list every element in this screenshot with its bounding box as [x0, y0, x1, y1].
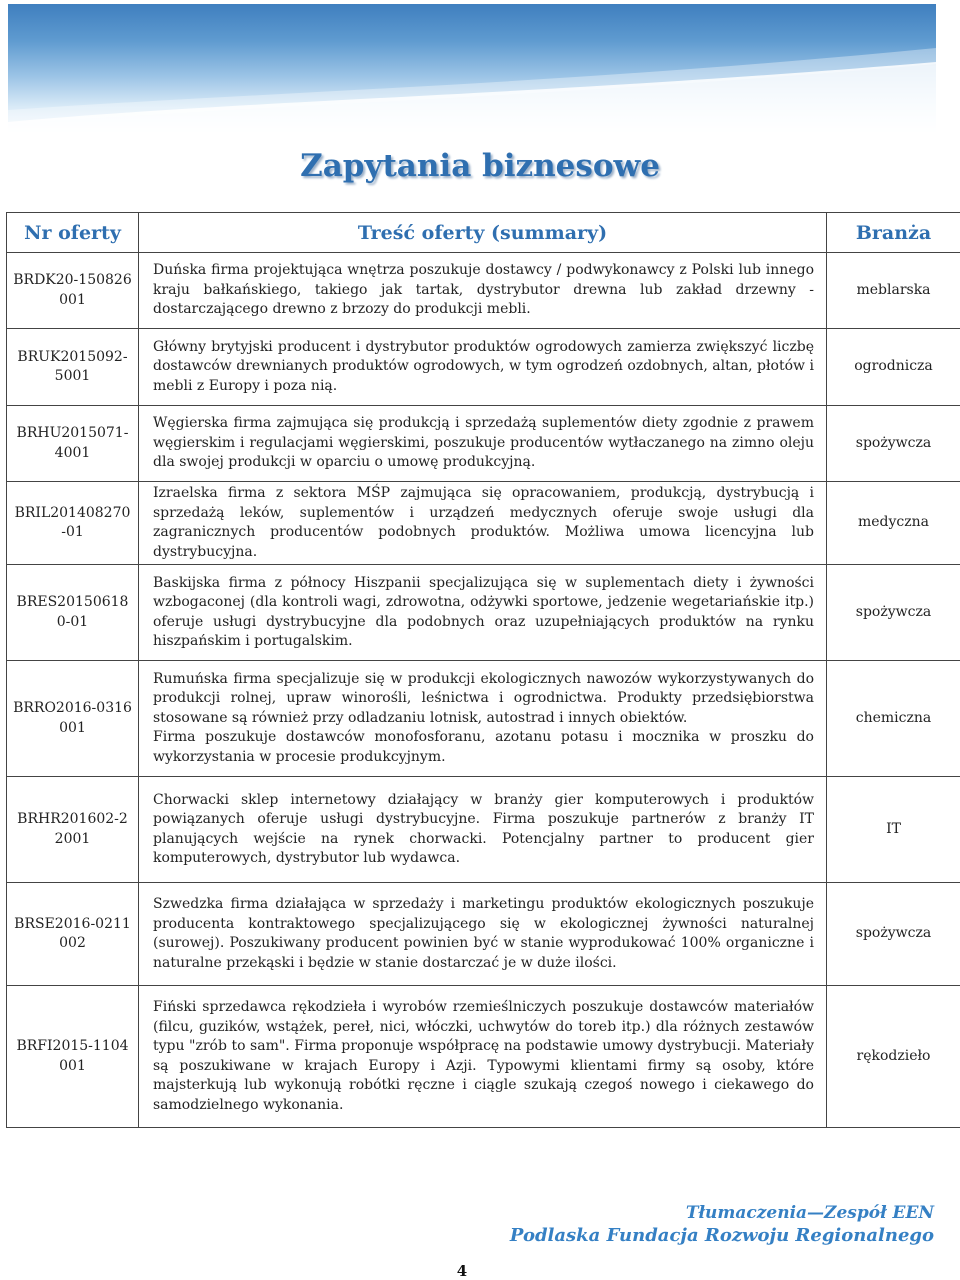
offer-description: Chorwacki sklep internetowy działający w branży gier komputerowych i produktów powiązanych oferuje usługi dystrybucyjne. Firma poszukuje partnerów z branży IT planujących wejście na rynek chorwacki. Potencjalny partner to producent gier komputerowych, dystrybutor lub wydawca.	[139, 777, 827, 883]
offer-description: Baskijska firma z północy Hiszpanii specjalizująca się w suplementach diety i żywności wzbogaconej (dla kontroli wagi, zdrowotna, odżywki sportowe, jedzenie wegetariańskie itp.) oferuje usługi dystrybucyjne dla podobnych oraz uzupełniających produktów na rynku hiszpańskim i portugalskim.	[139, 565, 827, 661]
offer-description: Fiński sprzedawca rękodzieła i wyrobów rzemieślniczych poszukuje dostawców materiałów (filcu, guzików, wstążek, pereł, nici, włóczki, uchwytów do toreb itp.) dla różnych zestawów typu "zrób to sam". Firma proponuje współpracę na podstawie umowy dystrybucji. Materiały są poszukiwane w krajach Europy i Azji. Typowymi klientami firmy są osoby, które majsterkują lub wykonują robótki ręczne i ciągle szukają czegoś nowego i ciekawego do samodzielnego wykonania.	[139, 986, 827, 1128]
footer-organization: Podlaska Fundacja Rozwoju Regionalnego	[509, 1225, 934, 1246]
column-header-nr: Nr oferty	[7, 213, 139, 253]
offer-description: Węgierska firma zajmująca się produkcją i sprzedażą suplementów diety zgodnie z prawem węgierskim i regulacjami węgierskimi, poszukuje producentów wytłaczanego na zimno oleju dla swojej produkcji w oparciu o umowę produkcyjną.	[139, 406, 827, 482]
offer-sector: spożywcza	[827, 406, 960, 482]
offers-table	[6, 212, 960, 1128]
table-row	[7, 661, 960, 777]
column-header-sector: Branża	[827, 213, 960, 253]
offer-description: Duńska firma projektująca wnętrza poszukuje dostawcy / podwykonawcy z Polski lub innego kraju bałkańskiego, takiego jak tartak, dystrybutor drewna lub zakład drzewny - dostarczającego drewno z brzozy do produkcji mebli.	[139, 253, 827, 329]
offer-description-part2: Firma poszukuje dostawców monofosforanu, azotanu potasu i mocznika w proszku do wykorzystania w procesie produkcyjnym.	[153, 729, 814, 765]
offer-number: BRRO2016-0316001	[7, 661, 139, 777]
offer-description: Izraelska firma z sektora MŚP zajmująca się opracowaniem, produkcją, dystrybucją i sprzedażą leków, suplementów i urządzeń medycznych oferuje swoje usługi dla zagranicznych producentów podobnych produktów. Możliwa umowa licencyjna lub dystrybucyjna.	[139, 482, 827, 565]
offer-number: BRIL201408270-01	[7, 482, 139, 565]
offer-sector: IT	[827, 777, 960, 883]
offer-sector: spożywcza	[827, 883, 960, 986]
offer-description	[139, 661, 827, 777]
table-row	[7, 986, 960, 1128]
column-header-desc: Treść oferty (summary)	[139, 213, 827, 253]
table-row	[7, 329, 960, 406]
table-row	[7, 777, 960, 883]
table-row	[7, 883, 960, 986]
offer-description: Główny brytyjski producent i dystrybutor produktów ogrodowych zamierza zwiększyć liczbę dostawców drewnianych produktów ogrodowych, w tym ogrodzeń ozdobnych, altan, płotów i mebli z Europy i poza nią.	[139, 329, 827, 406]
table-row	[7, 482, 960, 565]
table-row	[7, 406, 960, 482]
offer-number: BRES201506180-01	[7, 565, 139, 661]
offer-number: BRSE2016-0211002	[7, 883, 139, 986]
offer-sector: ogrodnicza	[827, 329, 960, 406]
banner-swoosh-graphic	[8, 4, 936, 136]
offer-number: BRUK2015092-5001	[7, 329, 139, 406]
offer-sector: rękodzieło	[827, 986, 960, 1128]
offer-number: BRHR201602-22001	[7, 777, 139, 883]
offer-sector: medyczna	[827, 482, 960, 565]
table-header-row	[7, 213, 960, 253]
footer-translation-team: Tłumaczenia—Zespół EEN	[685, 1203, 934, 1223]
offer-description: Szwedzka firma działająca w sprzedaży i marketingu produktów ekologicznych poszukuje producenta kontraktowego specjalizującego się w ekologicznej żywności naturalnej (surowej). Poszukiwany producent powinien być w stanie wyprodukować 100% organiczne i naturalne przekąski i będzie w stanie dostarczać je w duże ilości.	[139, 883, 827, 986]
offer-number: BRDK20-150826001	[7, 253, 139, 329]
table-row	[7, 253, 960, 329]
offer-sector: spożywcza	[827, 565, 960, 661]
page-number: 4	[456, 1262, 468, 1280]
offer-sector: meblarska	[827, 253, 960, 329]
offer-number: BRFI2015-1104001	[7, 986, 139, 1128]
table-row	[7, 565, 960, 661]
offer-number: BRHU2015071-4001	[7, 406, 139, 482]
offer-description-part1: Rumuńska firma specjalizuje się w produkcji ekologicznych nawozów wykorzystywanych do produkcji rolnej, upraw winorośli, leśnictwa i ogrodnictwa. Produkty przedsiębiorstwa stosowane są również przy odladzaniu lotnisk, autostrad i innych obiektów.	[153, 670, 814, 726]
page-title: Zapytania biznesowe	[300, 148, 660, 184]
header-banner	[8, 4, 936, 136]
offer-sector: chemiczna	[827, 661, 960, 777]
